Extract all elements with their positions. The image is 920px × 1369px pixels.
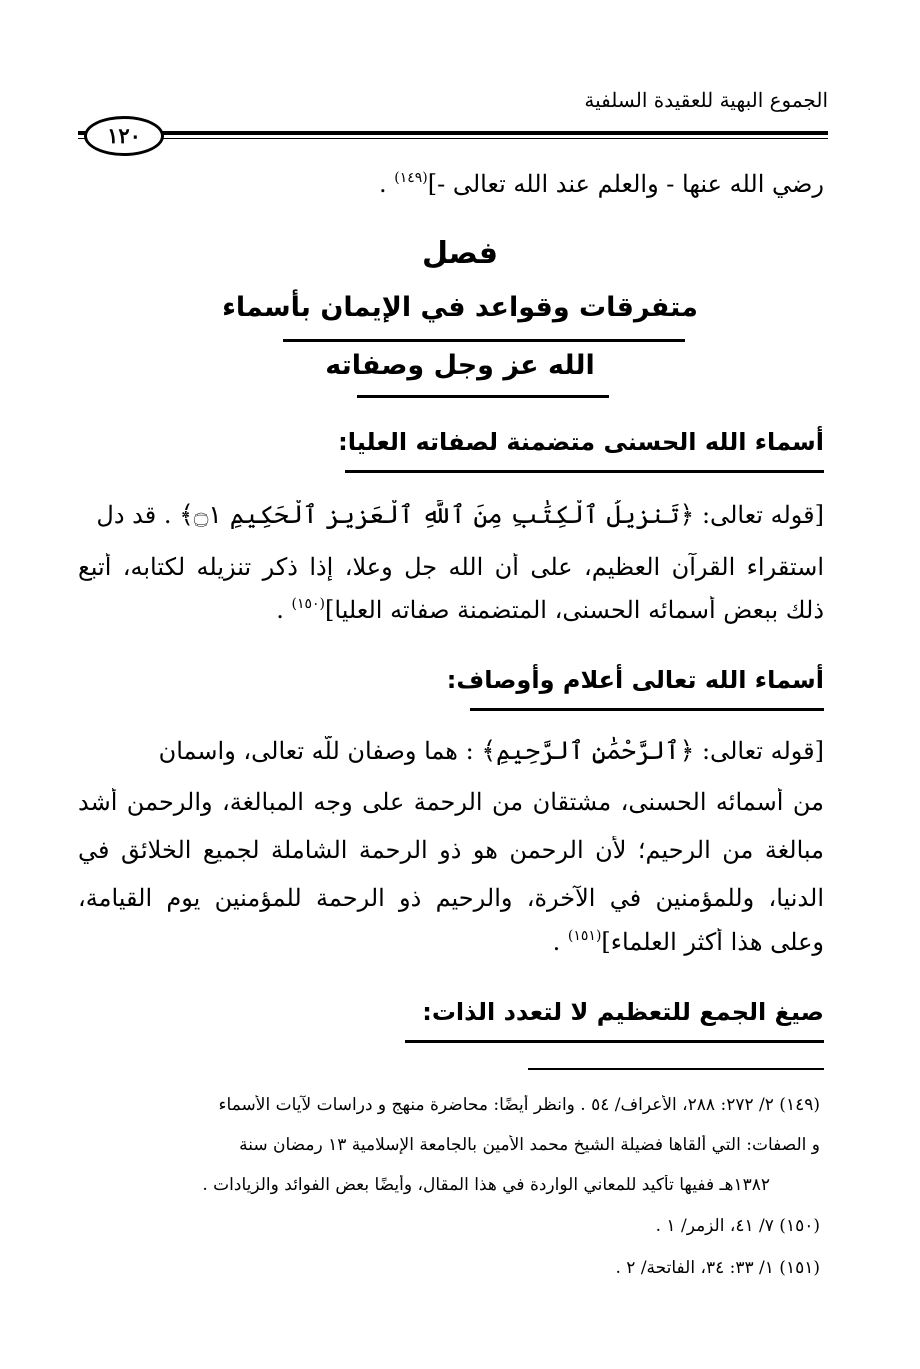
section2-line5-text: وعلى هذا أكثر العلماء] bbox=[601, 928, 824, 956]
footnote-ref-151: (١٥١) bbox=[567, 928, 602, 944]
header-rule-thin bbox=[78, 138, 828, 139]
section2-line1-post: : هما وصفان للّه تعالى، واسمان bbox=[158, 737, 474, 765]
chapter-title-underline-1 bbox=[283, 339, 685, 342]
section-underline-2 bbox=[470, 708, 824, 711]
section2-line-1 bbox=[78, 736, 824, 765]
section-heading-1: أسماء الله الحسنى متضمنة لصفاته العليا: bbox=[338, 428, 824, 456]
footnote-149-line-2: و الصفات: التي ألقاها فضيلة الشيخ محمد الأمين بالجامعة الإسلامية ١٣ رمضان سنة bbox=[239, 1135, 820, 1155]
footnote-ref-150: (١٥٠) bbox=[291, 596, 326, 612]
intro-text: رضي الله عنها - والعلم عند الله تعالى -] bbox=[427, 170, 824, 198]
section1-line-1 bbox=[78, 500, 824, 529]
section2-line-2: من أسمائه الحسنى، مشتقان من الرحمة على وجه المبالغة، والرحمن أشد bbox=[78, 788, 824, 816]
section-heading-2: أسماء الله تعالى أعلام وأوصاف: bbox=[446, 666, 824, 694]
section2-line-4: الدنيا، وللمؤمنين في الآخرة، والرحيم ذو الرحمة للمؤمنين يوم القيامة، bbox=[78, 884, 824, 912]
section-underline-1 bbox=[345, 470, 824, 473]
section-heading-3: صيغ الجمع للتعظيم لا لتعدد الذات: bbox=[422, 998, 824, 1026]
section1-line-2: استقراء القرآن العظيم، على أن الله جل وعلا، إذا ذكر تنزيله لكتابه، أتبع bbox=[78, 553, 824, 581]
intro-line bbox=[78, 170, 824, 198]
footnote-151: (١٥١) ١/ ٣٣: ٣٤، الفاتحة/ ٢ . bbox=[615, 1258, 820, 1278]
page-number: ١٢٠ bbox=[84, 116, 164, 156]
section2-line-3: مبالغة من الرحيم؛ لأن الرحمن هو ذو الرحمة الشاملة لجميع الخلائق في bbox=[78, 836, 824, 864]
chapter-title-line-2: الله عز وجل وصفاته bbox=[325, 350, 595, 381]
section2-line5-end: . bbox=[552, 928, 561, 956]
footnote-ref-149: (١٤٩) bbox=[394, 170, 428, 186]
running-title: الجموع البهية للعقيدة السلفية bbox=[584, 88, 828, 112]
quran-verse-1: ﴿تَنزِيلُ ٱلْكِتَٰبِ مِنَ ٱللَّهِ ٱلْعَزِيزِ ٱلْحَكِيمِ ۝١﴾ bbox=[179, 500, 695, 529]
section1-line-3 bbox=[78, 596, 824, 624]
footnote-separator bbox=[528, 1068, 824, 1070]
footnote-150: (١٥٠) ٧/ ٤١، الزمر/ ١ . bbox=[655, 1216, 820, 1236]
chapter-word: فصل bbox=[422, 236, 498, 271]
section1-line1-pre: [قوله تعالى: bbox=[694, 501, 824, 529]
intro-end: . bbox=[378, 170, 387, 198]
section1-line1-post: . قد دل bbox=[96, 501, 172, 529]
chapter-title-line-1: متفرقات وقواعد في الإيمان بأسماء bbox=[222, 292, 698, 323]
chapter-title-underline-2 bbox=[357, 395, 609, 398]
header-rule-thick bbox=[78, 131, 828, 135]
footnote-149-line-3: ١٣٨٢هـ ففيها تأكيد للمعاني الواردة في هذا المقال، وأيضًا بعض الفوائد والزيادات . bbox=[202, 1175, 770, 1195]
section-underline-3 bbox=[405, 1040, 824, 1043]
quran-verse-2: ﴿ٱلرَّحْمَٰنِ ٱلرَّحِيمِ﴾ bbox=[481, 736, 695, 765]
section1-line3-end: . bbox=[276, 596, 284, 624]
footnote-149-line-1: (١٤٩) ٢/ ٢٧٢: ٢٨٨، الأعراف/ ٥٤ . وانظر أيضًا: محاضرة منهج و دراسات لآيات الأسماء bbox=[218, 1095, 820, 1115]
section2-line-5 bbox=[78, 928, 824, 956]
section2-line1-pre: [قوله تعالى: bbox=[694, 737, 824, 765]
section1-line3-text: ذلك ببعض أسمائه الحسنى، المتضمنة صفاته العليا] bbox=[325, 596, 824, 624]
